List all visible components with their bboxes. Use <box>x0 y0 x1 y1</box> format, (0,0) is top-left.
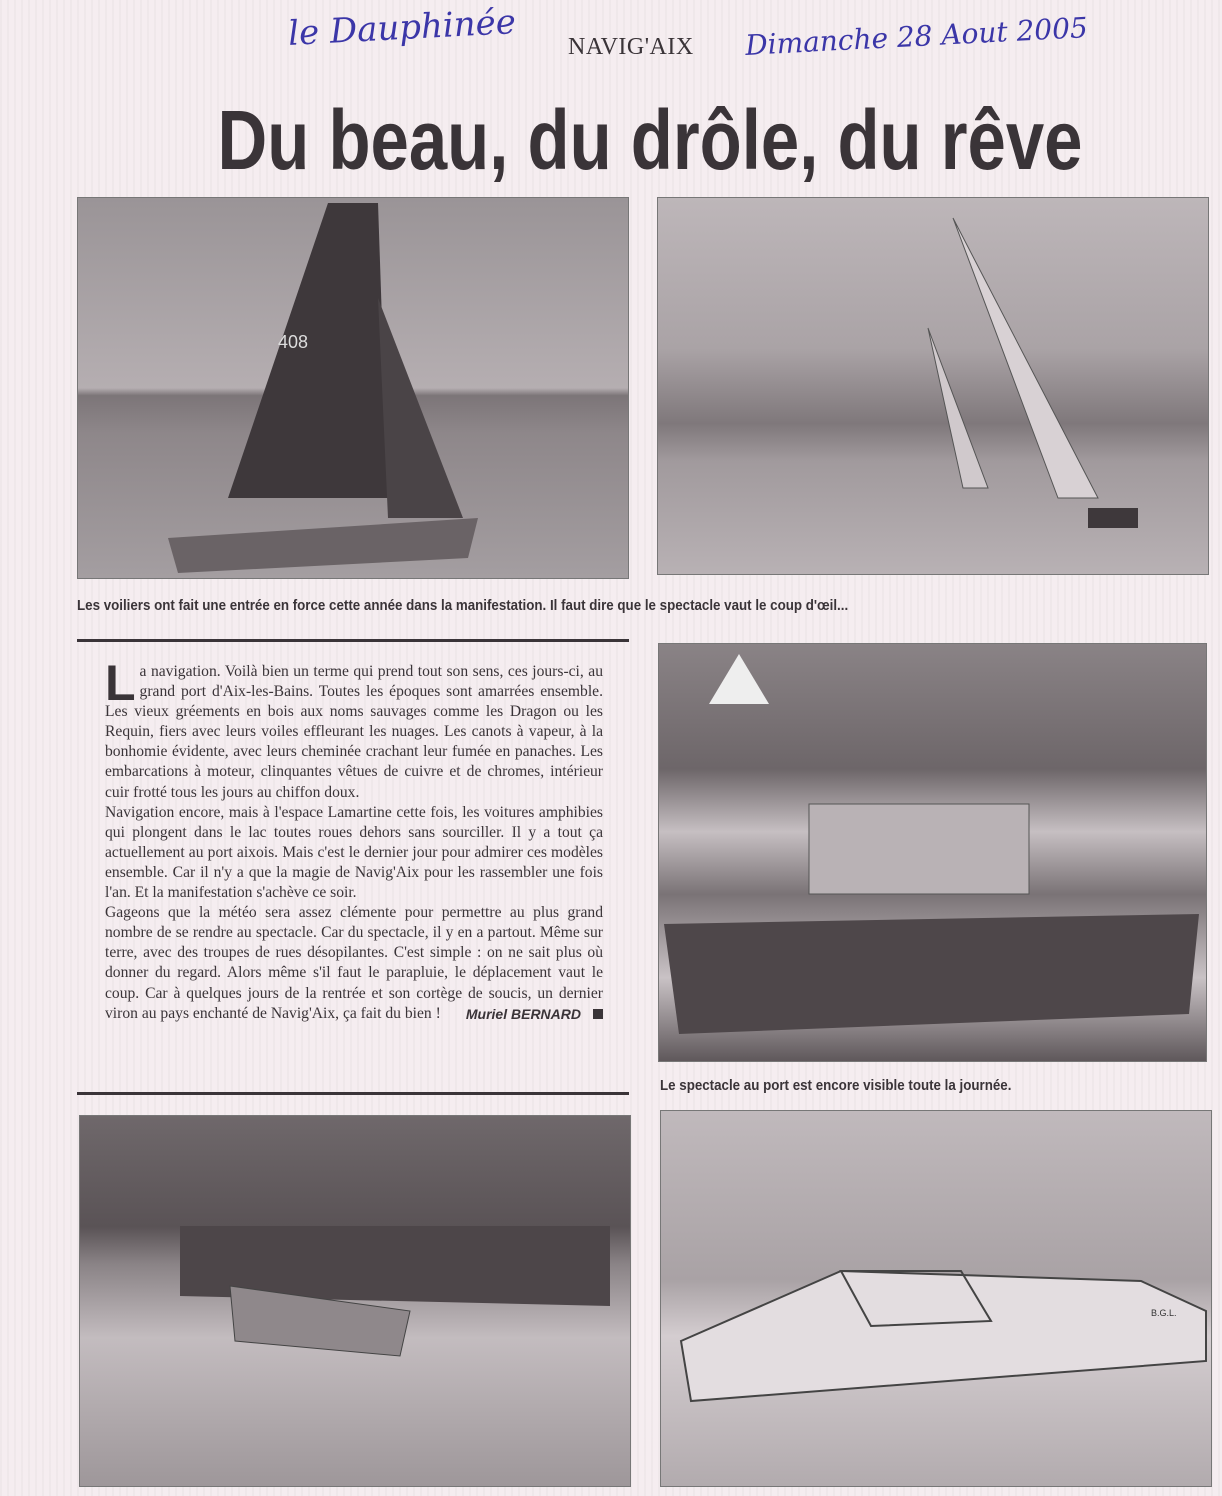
sailboats-illustration <box>658 198 1208 574</box>
photo-two-sailboats <box>657 197 1209 575</box>
boat-illustration <box>659 644 1206 1061</box>
photo-port-boat <box>658 643 1207 1062</box>
sail-number: 408 <box>278 332 309 352</box>
headline: Du beau, du drôle, du rêve <box>217 93 1083 187</box>
amphibious-car-illustration <box>661 1111 1211 1486</box>
photo-sailboat-408 <box>77 197 629 579</box>
divider <box>77 1092 629 1095</box>
paragraph-2: Navigation encore, mais à l'espace Lamartine cette fois, les voitures amphibies qui plongent dans le lac toutes roues dehors sans sourciller. Il y a tout ça actuellement au port aixois. Mais c'est le dernier jour pour admirer ces modèles ensemble. Car il n'y a que la magie de Navig'Aix pour les rassembler une fois l'an. Et la manifestation s'achève ce soir. <box>105 803 603 902</box>
caption-port: Le spectacle au port est encore visible toute la journée. <box>660 1078 1012 1094</box>
date-handwritten: Dimanche 28 Aout 2005 <box>744 11 1089 62</box>
caption-sailboats: Les voiliers ont fait une entrée en force cette année dans la manifestation. Il faut dire que le spectacle vaut le coup d'œil... <box>77 598 849 614</box>
car-splash-illustration <box>80 1116 630 1486</box>
sailboat-illustration <box>78 198 628 578</box>
photo-amphibious-car <box>660 1110 1212 1487</box>
divider <box>77 639 629 642</box>
end-mark-icon <box>593 1009 603 1019</box>
paragraph-1: a navigation. Voilà bien un terme qui prend tout son sens, ces jours-ci, au grand port d'Aix-les-Bains. Toutes les époques sont amarrées ensemble. Les vieux gréements en bois aux noms sauvages comme les Dragon ou les Requin, fiers avec leurs voiles effleurant les nuages. Les canots à vapeur, à la bonhomie évidente, avec leurs cheminée crachant leur fumée en panaches. Les embarcations à moteur, clinquantes vêtues de cuivre et de chromes, intérieur cuir frotté tous les jours au chiffon doux. <box>105 663 603 801</box>
newspaper-name-handwritten: le Dauphinée <box>287 2 517 54</box>
section-heading: NAVIG'AIX <box>568 34 694 60</box>
car-plate: B.G.L. <box>1151 1308 1177 1318</box>
drop-cap: L <box>105 655 136 711</box>
author-byline <box>466 1004 603 1024</box>
paragraph-3: Gageons que la météo sera assez clémente pour permettre au plus grand nombre de se rendre au spectacle. Car du spectacle, il y en a partout. Même sur terre, avec des troupes de rues désopilantes. C'est simple : on ne sait plus où donner du regard. Alors même s'il faut le parapluie, le déplacement vaut le coup. Car à quelques jours de la rentrée et son cortège de soucis, un dernier viron au pays enchanté de Navig'Aix, ça fait du bien ! <box>105 904 603 1022</box>
article-body <box>105 655 603 1024</box>
photo-car-entering-water <box>79 1115 631 1487</box>
author-name: Muriel BERNARD <box>465 1005 581 1022</box>
